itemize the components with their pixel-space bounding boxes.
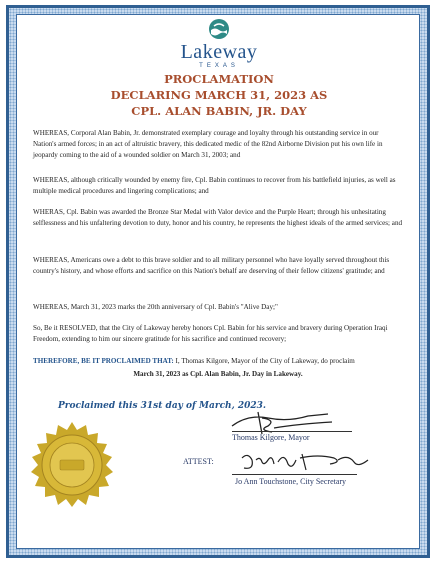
whereas-paragraph-4: WHEREAS, Americans owe a debt to this brave soldier and to all military personnel who have loyally served throughout this country's history, and whose efforts and sacrifice on this Nation's behalf are deserving of their fellow citizens' gratitude; and [33, 256, 390, 275]
proclamation-subtitle-line2: CPL. ALAN BABIN, JR. DAY [131, 104, 307, 118]
secretary-name: Jo Ann Touchstone, City Secretary [235, 477, 347, 486]
lakeway-emblem-icon [208, 18, 230, 40]
whereas-paragraph-2: WHEREAS, although critically wounded by enemy fire, Cpl. Babin continues to recover from his battlefield injuries, as well as multiple medical procedures and lingering complications; and [33, 176, 396, 195]
mayor-name: Thomas Kilgore, Mayor [232, 433, 310, 442]
therefore-text: I, Thomas Kilgore, Mayor of the City of Lakeway, do proclaim [173, 357, 355, 365]
city-logo [0, 18, 438, 69]
whereas-paragraph-5: WHEREAS, March 31, 2023 marks the 20th anniversary of Cpl. Babin's "Alive Day;" [33, 303, 278, 311]
whereas-paragraph-1: WHEREAS, Corporal Alan Babin, Jr. demonstrated exemplary courage and loyalty through his outstanding service in our Nation's armed forces; in an act of altruistic bravery, this dedicated medic of the 82nd Airborne Division put his own life in jeopardy coming to the aid of a wounded soldier on March 31, 2003; and [33, 129, 383, 159]
proclaimed-day: March 31, 2023 as Cpl. Alan Babin, Jr. Day in Lakeway. [133, 370, 303, 378]
logo-name: Lakeway [180, 41, 258, 63]
therefore-label: THEREFORE, BE IT PROCLAIMED THAT: [33, 357, 174, 365]
logo-state: TEXAS [199, 63, 239, 69]
gold-seal-icon [26, 420, 118, 512]
attest-label: ATTEST: [183, 457, 214, 466]
secretary-signature-line [232, 474, 357, 475]
proclaimed-date: Proclaimed this 31st day of March, 2023. [58, 401, 267, 411]
resolved-paragraph: So, Be it RESOLVED, that the City of Lakeway hereby honors Cpl. Babin for his service and bravery during Operation Iraqi Freedom, extending to him our sincere gratitude for his sacrifice and continued recovery; [33, 324, 388, 343]
secretary-signature [238, 448, 378, 476]
proclamation-heading: PROCLAMATION [164, 72, 274, 86]
mayor-signature-line [232, 431, 352, 432]
whereas-paragraph-3: WHERAS, Cpl. Babin was awarded the Bronze Star Medal with Valor device and the Purple Heart; through his unhesitating selflessness and his unfaltering devotion to duty, honor and his country, he represents the highest ideals of the armed services; and [33, 208, 403, 227]
therefore-paragraph [33, 356, 403, 367]
proclamation-subtitle-line1: DECLARING MARCH 31, 2023 AS [110, 88, 328, 102]
